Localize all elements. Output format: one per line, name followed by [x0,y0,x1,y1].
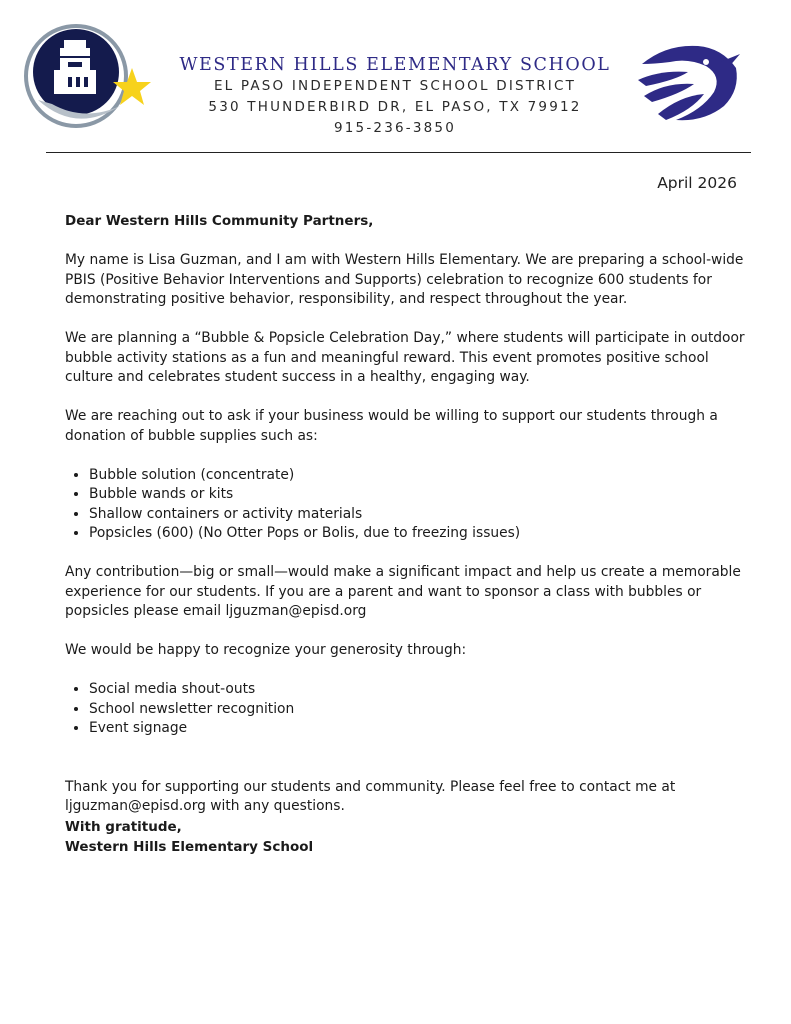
salutation: Dear Western Hills Community Partners, [65,213,374,229]
supplies-list [65,466,755,544]
thanks-paragraph: Thank you for supporting our students and community. Please feel free to contact me at ljguzman@episd.org with any questions. [65,778,676,814]
contribution-paragraph: Any contribution—big or small—would make a significant impact and help us create a memorable experience for our students. If you are a parent and want to sponsor a class with bubbles or popsicles please email ljguzman@episd.org [65,564,741,619]
school-tower-star-logo-icon [24,22,154,138]
school-phone: 915-236-3850 [333,120,457,136]
list-item: • Bubble solution (concentrate) [89,466,755,486]
list-item: • Social media shout-outs [89,680,755,700]
list-item: • Event signage [89,719,755,739]
event-paragraph: We are planning a “Bubble & Popsicle Celebration Day,” where students will participate in outdoor bubble activity stations as a fun and meaningful reward. This event promotes positive school culture and celebrates student success in a healthy, engaging way. [65,330,745,385]
roadrunner-mascot-logo-icon [636,40,742,124]
recognition-intro: We would be happy to recognize your generosity through: [65,642,467,658]
letterhead [0,0,791,160]
school-name: WESTERN HILLS ELEMENTARY SCHOOL [179,55,611,75]
signature: Western Hills Elementary School [65,838,314,855]
list-item: • Popsicles (600) (No Otter Pops or Bolis, due to freezing issues) [89,524,755,544]
intro-paragraph: My name is Lisa Guzman, and I am with Western Hills Elementary. We are preparing a school-wide PBIS (Positive Behavior Interventions and Supports) celebration to recognize 600 students for demonstrating positive behavior, responsibility, and respect throughout the year. [65,252,744,307]
closing: With gratitude, [65,818,182,835]
list-item: • School newsletter recognition [89,700,755,720]
recognition-list [65,680,755,739]
district-name: EL PASO INDEPENDENT SCHOOL DISTRICT [213,78,577,94]
school-address: 530 THUNDERBIRD DR, EL PASO, TX 79912 [208,99,582,115]
list-item: • Bubble wands or kits [89,485,755,505]
header-divider [46,152,751,153]
letterhead-text [150,54,640,139]
request-paragraph: We are reaching out to ask if your business would be willing to support our students through a donation of bubble supplies such as: [65,408,718,444]
letter-body [65,212,755,857]
letter-date: April 2026 [657,174,737,192]
list-item: • Shallow containers or activity materials [89,505,755,525]
